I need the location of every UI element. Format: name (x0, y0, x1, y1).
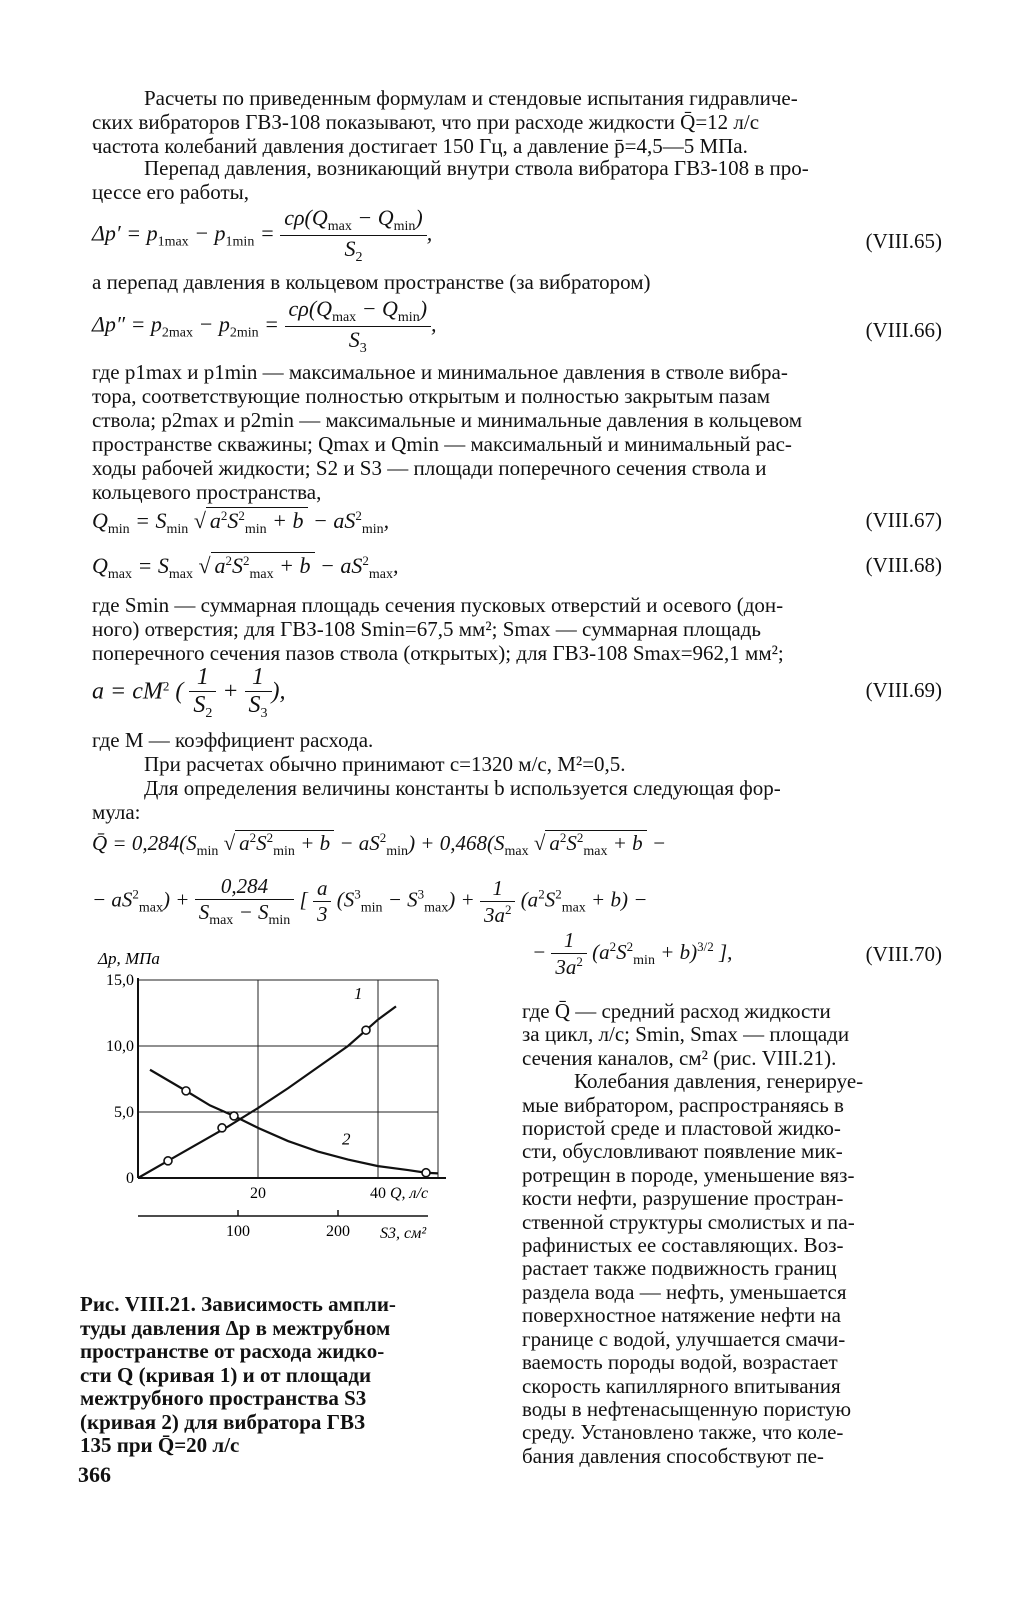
col2-line: сечения каналов, см² (рис. VIII.21). (522, 1045, 837, 1070)
where1-line: пространстве скважины; Qmax и Qmin — максимальный и минимальный рас- (92, 432, 792, 456)
equation-68 (92, 553, 942, 593)
equation-66-number: (VIII.66) (865, 318, 942, 342)
equation-69-formula: $a = cM^2$ ( $\frac{1}{S_2}$ + $\frac{1}{S_3}$ ), (92, 664, 286, 721)
where2-line: поперечного сечения пазов ствола (открытых); для ГВЗ-108 Smax=962,1 мм²; (92, 641, 784, 665)
data-point (182, 1087, 190, 1095)
intro-paragraph (92, 86, 942, 158)
equation-65-formula: $\Delta p' = p_{1max} - p_{1min}$ = $\frac{c\rho(Q_{max} - Q_{min})}{S_2}$ , (92, 205, 433, 265)
equation-67-number: (VIII.67) (865, 508, 942, 532)
where2-line: ного) отверстия; для ГВЗ-108 Smin=67,5 мм²; Smax — суммарная площадь (92, 617, 761, 641)
curve-1 (138, 1006, 396, 1178)
caption-line: пространстве от расхода жидко- (80, 1339, 385, 1363)
col2-line: бания давления способствуют пе- (522, 1443, 824, 1468)
col2-line: Колебания давления, генерируе- (574, 1069, 864, 1094)
where3-paragraph (92, 728, 942, 752)
chart-axes (138, 978, 446, 1216)
intro-line: Расчеты по приведенным формулам и стендовые испытания гидравличе- (144, 86, 798, 110)
where1-line: где p1max и p1min — максимальное и минимальное давления в стволе вибра- (92, 360, 788, 384)
equation-66-formula: $\Delta p'' = p_{2max} - p_{2min}$ = $\frac{c\rho(Q_{max} - Q_{min})}{S_3}$ , (92, 296, 437, 356)
x2-axis-label: S3, см² (380, 1225, 427, 1242)
ring-line: а перепад давления в кольцевом пространстве (за вибратором) (92, 270, 651, 294)
col2-line: за цикл, л/с; Smin, Smax — площади (522, 1022, 850, 1047)
col2-line: кости нефти, разрушение простран- (522, 1186, 844, 1211)
equation-65-number: (VIII.65) (865, 229, 942, 253)
x2-tick-label: 200 (326, 1223, 350, 1240)
col2-line: где Q̄ — средний расход жидкости (522, 999, 831, 1023)
right-column-text (522, 1000, 942, 1468)
intro-line: ских вибраторов ГВЗ-108 показывают, что при расходе жидкости Q̄=12 л/с (92, 110, 760, 134)
where1-line: ходы рабочей жидкости; S2 и S3 — площади поперечного сечения ствола и (92, 456, 767, 480)
constb-line: мула: (92, 800, 141, 824)
col2-line: среду. Установлено также, что коле- (522, 1420, 844, 1445)
y-tick-label: 5,0 (114, 1104, 134, 1121)
pressure-chart (78, 940, 468, 1250)
where1-paragraph (92, 360, 942, 504)
caption-line: межтрубного пространства S3 (80, 1386, 367, 1410)
y-tick-label: 15,0 (106, 972, 134, 989)
y-tick-label: 0 (126, 1170, 134, 1187)
drop-paragraph (92, 156, 942, 204)
col2-line: раздела вода — нефть, уменьшается (522, 1279, 847, 1304)
data-point (422, 1169, 430, 1177)
equation-70-line2: − $aS^2_{max}$) + $\frac{0,284}{S_{max} - S_{min}}$ [ $\frac{a}{3}$ $(S^3_{min} - S^3_{max})$ + $\frac{1}{3a^2}$ $(a^2S^2_{max} + b)$ − (92, 874, 648, 928)
col2-line: скорость капиллярного впитывания (522, 1373, 841, 1398)
equation-68-formula: $Q_{max} = S_{max}$ √ $a^2S^2_{max} + b - aS^2_{max}$, (92, 553, 399, 582)
constb-paragraph (92, 776, 942, 824)
x-tick-label: 40 (370, 1185, 386, 1202)
curve-label: 2 (342, 1129, 351, 1149)
data-point (164, 1157, 172, 1165)
chart-ticks (106, 972, 386, 1240)
y-axis-label: Δp, МПа (98, 949, 160, 968)
page-number: 366 (78, 1462, 111, 1487)
equation-67 (92, 508, 942, 548)
col2-line: сти, обусловливают появление мик- (522, 1139, 843, 1164)
equation-67-formula: $Q_{min} = S_{min}$ √ $a^2S^2_{min} + b - aS^2_{min}$, (92, 508, 390, 537)
caption-line: 135 при Q̄=20 л/с (80, 1433, 240, 1457)
curve-label: 1 (354, 984, 363, 1003)
col2-line: растает также подвижность границ (522, 1256, 837, 1281)
col2-line: ваемость породы водой, возрастает (522, 1350, 838, 1375)
chart-series (138, 984, 438, 1178)
x-axis-label: Q, л/с (390, 1185, 429, 1202)
equation-69-number: (VIII.69) (865, 678, 942, 702)
where1-line: ствола; p2max и p2min — максимальные и минимальные давления в кольцевом (92, 408, 803, 432)
caption-line: (кривая 2) для вибратора ГВЗ (80, 1409, 366, 1434)
y-tick-label: 10,0 (106, 1038, 134, 1055)
caption-line: туды давления Δp в межтрубном (80, 1315, 391, 1340)
caption-line: сти Q (кривая 1) и от площади (80, 1362, 372, 1387)
col2-line: пористой среде и пластовой жидко- (522, 1116, 841, 1141)
x-tick-label: 20 (250, 1185, 266, 1202)
equation-70-line3: − $\frac{1}{3a^2}$ $(a^2S^2_{min} + b)^{3/2}$ ], (532, 928, 733, 979)
where1-line: тора, соответствующие полностью открытым и полностью закрытым пазам (92, 384, 771, 408)
where3-line: где M — коэффициент расхода. (92, 728, 374, 752)
figure-caption (80, 1293, 450, 1458)
ring-paragraph (92, 270, 942, 294)
x2-tick-label: 100 (226, 1223, 250, 1240)
col2-line: границе с водой, улучшается смачи- (522, 1326, 846, 1351)
col2-line: рафинистых ее составляющих. Воз- (522, 1233, 844, 1258)
data-point (362, 1026, 370, 1034)
equation-70-line1: Q̄ = $0,284(S_{min}$ √ $a^2S^2_{min} + b - aS^2_{min}) + 0,468(S_{max}$ √ $a^2S^2_{max} + b$ − (92, 830, 667, 859)
equation-65 (92, 205, 942, 265)
col2-line: воды в нефтенасыщенную пористую (522, 1396, 852, 1421)
drop-line: Перепад давления, возникающий внутри ствола вибратора ГВЗ-108 в про- (144, 156, 809, 180)
equation-66 (92, 296, 942, 356)
col2-line: мые вибратором, распространяясь в (522, 1092, 844, 1117)
where2-paragraph (92, 593, 942, 665)
data-point (230, 1112, 238, 1120)
where2-line: где Smin — суммарная площадь сечения пусковых отверстий и осевого (дон- (92, 593, 784, 617)
col2-line: поверхностное натяжение нефти на (522, 1303, 841, 1328)
data-point (218, 1124, 226, 1132)
col2-line: ротрещин в породе, уменьшение вяз- (522, 1162, 855, 1187)
caption-line: Рис. VIII.21. Зависимость ампли- (80, 1292, 396, 1316)
constb-line: Для определения величины константы b используется следующая фор- (144, 776, 781, 800)
intro-line: частота колебаний давления достигает 150 Гц, а давление p̄=4,5—5 МПа. (92, 134, 748, 158)
equation-69 (92, 664, 942, 720)
equation-68-number: (VIII.68) (865, 553, 942, 577)
where1-line: кольцевого пространства, (92, 480, 322, 504)
equation-70-number: (VIII.70) (865, 942, 942, 966)
usual-paragraph (92, 752, 942, 776)
usual-line: При расчетах обычно принимают c=1320 м/с, M²=0,5. (144, 752, 626, 776)
col2-line: ственной структуры смолистых и па- (522, 1209, 855, 1234)
drop-line: цессе его работы, (92, 180, 249, 204)
